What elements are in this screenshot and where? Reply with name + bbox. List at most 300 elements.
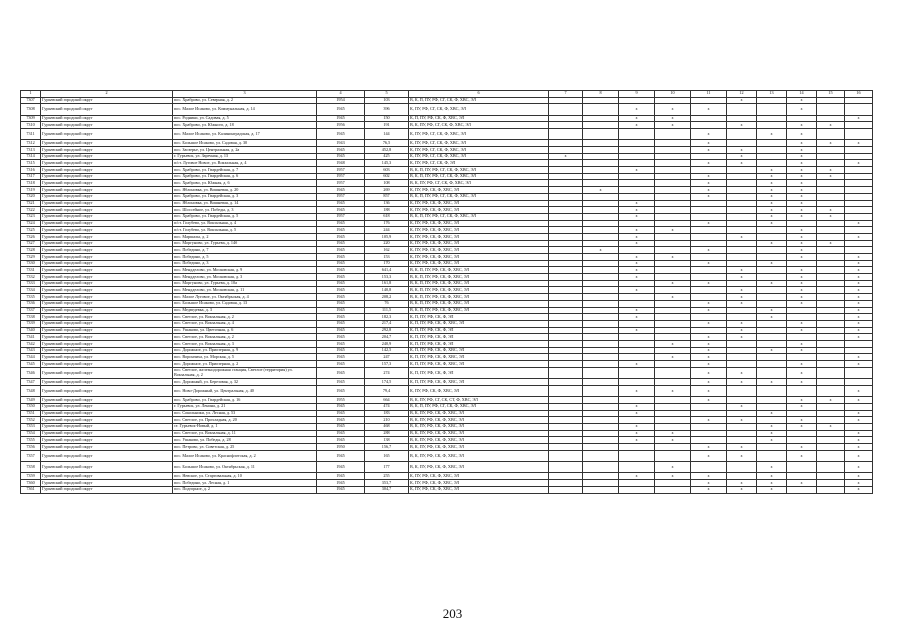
year-cell: 1948: [317, 160, 365, 167]
mark-cell-col-15: [817, 260, 845, 267]
mark-cell-col-11: [691, 462, 727, 473]
mark-cell-col-16: x: [845, 260, 873, 267]
mark-cell-col-14: [787, 430, 817, 437]
row-number-cell: 7333: [21, 280, 41, 287]
address-cell: пос. Храброво, ул. Южная, д. 6: [173, 180, 317, 187]
mark-cell-col-12: [727, 314, 757, 321]
mark-cell-col-8: [583, 153, 619, 160]
mark-cell-col-15: [817, 367, 845, 378]
table-row: [21, 233, 873, 240]
mark-cell-col-11: [691, 403, 727, 410]
mark-cell-col-12: x: [727, 274, 757, 281]
district-cell: Гурьевский городской округ: [41, 167, 173, 174]
mark-cell-col-13: [757, 274, 787, 281]
mark-cell-col-8: [583, 227, 619, 234]
mark-cell-col-9: x: [619, 473, 655, 480]
year-cell: 1945: [317, 247, 365, 254]
row-number-cell: 7323: [21, 213, 41, 220]
mark-cell-col-12: x: [727, 379, 757, 386]
district-cell: Гурьевский городской округ: [41, 274, 173, 281]
area-cell: 255: [365, 473, 409, 480]
mark-cell-col-7: [549, 379, 583, 386]
mark-cell-col-13: [757, 247, 787, 254]
district-cell: Гурьевский городской округ: [41, 307, 173, 314]
mark-cell-col-10: x: [655, 385, 691, 396]
mark-cell-col-8: [583, 354, 619, 361]
mark-cell-col-9: [619, 220, 655, 227]
mark-cell-col-10: [655, 180, 691, 187]
mark-cell-col-9: [619, 480, 655, 487]
area-cell: 602: [365, 173, 409, 180]
year-cell: 1945: [317, 240, 365, 247]
table-row: [21, 294, 873, 301]
year-cell: 1945: [317, 260, 365, 267]
year-cell: 1945: [317, 115, 365, 122]
mark-cell-col-7: [549, 240, 583, 247]
mark-cell-col-8: [583, 233, 619, 240]
area-cell: 162: [365, 247, 409, 254]
mark-cell-col-10: x: [655, 115, 691, 122]
mark-cell-col-7: [549, 207, 583, 214]
mark-cell-col-15: [817, 314, 845, 321]
mark-cell-col-14: x: [787, 361, 817, 368]
area-cell: 425: [365, 153, 409, 160]
table-row: [21, 213, 873, 220]
mark-cell-col-14: [787, 462, 817, 473]
address-cell: пос. Светлое, ул. Вокзальная, д. 2: [173, 314, 317, 321]
mark-cell-col-7: [549, 193, 583, 200]
mark-cell-col-12: [727, 220, 757, 227]
mark-cell-col-11: [691, 423, 727, 430]
mark-cell-col-9: x: [619, 227, 655, 234]
mark-cell-col-13: x: [757, 193, 787, 200]
district-cell: Гурьевский городской округ: [41, 104, 173, 115]
mark-cell-col-9: x: [619, 104, 655, 115]
mark-cell-col-15: [817, 147, 845, 154]
mark-cell-col-11: [691, 240, 727, 247]
row-number-cell: 7309: [21, 115, 41, 122]
mark-cell-col-15: [817, 193, 845, 200]
table-row: [21, 379, 873, 386]
mark-cell-col-14: x: [787, 480, 817, 487]
mark-cell-col-8: [583, 314, 619, 321]
mark-cell-col-16: [845, 200, 873, 207]
column-header-3: 3: [173, 91, 317, 98]
year-cell: 1957: [317, 193, 365, 200]
row-number-cell: 7344: [21, 354, 41, 361]
mark-cell-col-16: x: [845, 361, 873, 368]
year-cell: 1945: [317, 200, 365, 207]
year-cell: 1945: [317, 300, 365, 307]
address-cell: пос. Маршалы, д. 2: [173, 233, 317, 240]
year-cell: 1945: [317, 314, 365, 321]
table-row: [21, 207, 873, 214]
mark-cell-col-11: [691, 153, 727, 160]
area-cell: 474: [365, 403, 409, 410]
district-cell: Гурьевский городской округ: [41, 193, 173, 200]
mark-cell-col-11: [691, 287, 727, 294]
mark-cell-col-10: x: [655, 340, 691, 347]
mark-cell-col-16: x: [845, 473, 873, 480]
mark-cell-col-15: [817, 294, 845, 301]
address-cell: пос. Светлое, ул. Вокзальная, д. 4: [173, 320, 317, 327]
year-cell: 1945: [317, 128, 365, 139]
mark-cell-col-9: x: [619, 233, 655, 240]
mark-cell-col-11: x: [691, 173, 727, 180]
mark-cell-col-8: [583, 361, 619, 368]
district-cell: Гурьевский городской округ: [41, 417, 173, 424]
mark-cell-col-16: [845, 153, 873, 160]
row-number-cell: 7314: [21, 153, 41, 160]
mark-cell-col-12: x: [727, 287, 757, 294]
district-cell: Гурьевский городской округ: [41, 347, 173, 354]
mark-cell-col-16: [845, 247, 873, 254]
mark-cell-col-15: [817, 340, 845, 347]
mark-cell-col-8: [583, 213, 619, 220]
mark-cell-col-11: x: [691, 480, 727, 487]
mark-cell-col-7: [549, 480, 583, 487]
mark-cell-col-15: x: [817, 213, 845, 220]
table-row: [21, 444, 873, 451]
mark-cell-col-11: x: [691, 320, 727, 327]
table-row: [21, 254, 873, 261]
row-number-cell: 7331: [21, 267, 41, 274]
district-cell: Гурьевский городской округ: [41, 320, 173, 327]
mark-cell-col-15: x: [817, 423, 845, 430]
mark-cell-col-10: [655, 334, 691, 341]
mark-cell-col-13: [757, 354, 787, 361]
mark-cell-col-11: x: [691, 280, 727, 287]
address-cell: пос. Храброво, ул. Гвардейская, д. 3: [173, 193, 317, 200]
row-number-cell: 7315: [21, 160, 41, 167]
mark-cell-col-9: [619, 153, 655, 160]
mark-cell-col-15: [817, 300, 845, 307]
area-cell: 396: [365, 104, 409, 115]
mark-cell-col-9: [619, 354, 655, 361]
mark-cell-col-11: x: [691, 180, 727, 187]
register-table: [20, 90, 873, 494]
mark-cell-col-9: x: [619, 207, 655, 214]
mark-cell-col-11: x: [691, 334, 727, 341]
elements-cell: К, ПУ, РФ, СК, Ф, ХВС, ЭЛ: [409, 254, 549, 261]
area-cell: 177: [365, 462, 409, 473]
mark-cell-col-15: [817, 462, 845, 473]
district-cell: Гурьевский городской округ: [41, 294, 173, 301]
row-number-cell: 7342: [21, 340, 41, 347]
mark-cell-col-13: [757, 140, 787, 147]
mark-cell-col-8: [583, 274, 619, 281]
address-cell: пос. Малое Исаково, ул. Коммунальная, д. 14: [173, 104, 317, 115]
mark-cell-col-15: [817, 450, 845, 461]
mark-cell-col-12: [727, 340, 757, 347]
mark-cell-col-7: [549, 444, 583, 451]
mark-cell-col-16: [845, 97, 873, 104]
address-cell: пос. Мендделово, ул. Московская, д. 11: [173, 287, 317, 294]
area-cell: 138: [365, 437, 409, 444]
mark-cell-col-8: [583, 473, 619, 480]
area-cell: 288: [365, 430, 409, 437]
row-number-cell: 7348: [21, 385, 41, 396]
area-cell: 76: [365, 300, 409, 307]
mark-cell-col-13: [757, 385, 787, 396]
mark-cell-col-7: [549, 187, 583, 194]
district-cell: Гурьевский городской округ: [41, 280, 173, 287]
mark-cell-col-14: x: [787, 122, 817, 129]
row-number-cell: 7358: [21, 462, 41, 473]
mark-cell-col-11: x: [691, 361, 727, 368]
mark-cell-col-16: x: [845, 160, 873, 167]
district-cell: Гурьевский городской округ: [41, 354, 173, 361]
year-cell: 1945: [317, 403, 365, 410]
mark-cell-col-9: x: [619, 240, 655, 247]
address-cell: пос. Ушаково, ул. Победы, д. 28: [173, 437, 317, 444]
address-cell: п/ст. Голубево, ул. Вокзальная, д. 5: [173, 227, 317, 234]
mark-cell-col-10: [655, 220, 691, 227]
mark-cell-col-10: [655, 423, 691, 430]
elements-cell: В, К, ПУ, РФ, СК, Ф, ХВС, ЭЛ: [409, 423, 549, 430]
mark-cell-col-13: [757, 287, 787, 294]
mark-cell-col-12: x: [727, 147, 757, 154]
mark-cell-col-15: [817, 200, 845, 207]
elements-cell: В, К, ПУ, РФ, СК, Ф, ХВС, ЭЛ: [409, 444, 549, 451]
mark-cell-col-12: [727, 167, 757, 174]
table-row: [21, 327, 873, 334]
mark-cell-col-10: [655, 233, 691, 240]
elements-cell: В, К, П, ПУ, РФ, СГ, СК, Ф, ХВС, ЭЛ: [409, 97, 549, 104]
mark-cell-col-12: [727, 240, 757, 247]
mark-cell-col-12: [727, 173, 757, 180]
mark-cell-col-13: [757, 320, 787, 327]
mark-cell-col-15: [817, 274, 845, 281]
mark-cell-col-11: [691, 233, 727, 240]
mark-cell-col-15: x: [817, 207, 845, 214]
mark-cell-col-11: [691, 167, 727, 174]
table-row: [21, 403, 873, 410]
mark-cell-col-14: x: [787, 173, 817, 180]
mark-cell-col-13: [757, 340, 787, 347]
mark-cell-col-10: [655, 173, 691, 180]
column-header-8: 8: [583, 91, 619, 98]
mark-cell-col-16: x: [845, 385, 873, 396]
mark-cell-col-12: [727, 193, 757, 200]
mark-cell-col-11: x: [691, 187, 727, 194]
elements-cell: В, К, П, ПУ, РФ, СК, Ф, ХВС, ЭЛ: [409, 307, 549, 314]
mark-cell-col-15: [817, 437, 845, 444]
mark-cell-col-10: [655, 307, 691, 314]
district-cell: Гурьевский городской округ: [41, 450, 173, 461]
year-cell: 1945: [317, 334, 365, 341]
area-cell: 204,7: [365, 334, 409, 341]
year-cell: 1945: [317, 423, 365, 430]
mark-cell-col-12: x: [727, 300, 757, 307]
mark-cell-col-16: [845, 180, 873, 187]
mark-cell-col-16: x: [845, 480, 873, 487]
mark-cell-col-16: x: [845, 334, 873, 341]
table-row: [21, 410, 873, 417]
table-row: [21, 486, 873, 493]
area-cell: 247: [365, 354, 409, 361]
table-row: [21, 128, 873, 139]
mark-cell-col-11: x: [691, 473, 727, 480]
area-cell: 452,8: [365, 147, 409, 154]
mark-cell-col-9: [619, 417, 655, 424]
mark-cell-col-14: x: [787, 300, 817, 307]
mark-cell-col-13: [757, 122, 787, 129]
mark-cell-col-16: x: [845, 307, 873, 314]
row-number-cell: 7332: [21, 274, 41, 281]
mark-cell-col-10: x: [655, 104, 691, 115]
mark-cell-col-7: [549, 486, 583, 493]
mark-cell-col-10: [655, 153, 691, 160]
mark-cell-col-13: [757, 403, 787, 410]
district-cell: Гурьевский городской округ: [41, 115, 173, 122]
mark-cell-col-15: [817, 473, 845, 480]
mark-cell-col-15: [817, 334, 845, 341]
mark-cell-col-14: [787, 385, 817, 396]
row-number-cell: 7349: [21, 397, 41, 404]
year-cell: 1945: [317, 280, 365, 287]
elements-cell: В, К, П, ПУ, РФ, СК, Ф, ХВС, ЭЛ: [409, 287, 549, 294]
mark-cell-col-7: [549, 397, 583, 404]
elements-cell: К, ПУ, РФ, СК, Ф, ХВС, ЭЛ: [409, 200, 549, 207]
mark-cell-col-15: [817, 320, 845, 327]
elements-cell: В, К, ПУ, РФ, СГ, СК, Ф, ХВС, ЭЛ: [409, 122, 549, 129]
mark-cell-col-9: x: [619, 267, 655, 274]
mark-cell-col-14: [787, 410, 817, 417]
mark-cell-col-8: [583, 122, 619, 129]
address-cell: пос. Родники, ул. Садовая, д. 5: [173, 115, 317, 122]
mark-cell-col-9: x: [619, 254, 655, 261]
column-header-10: 10: [655, 91, 691, 98]
address-cell: пос. Победино, д. 3: [173, 260, 317, 267]
elements-cell: В, К, ПУ, РФ, СК, Ф, ХВС, ЭЛ: [409, 450, 549, 461]
area-cell: 150: [365, 115, 409, 122]
mark-cell-col-15: [817, 180, 845, 187]
mark-cell-col-10: x: [655, 122, 691, 129]
mark-cell-col-13: [757, 397, 787, 404]
mark-cell-col-8: [583, 207, 619, 214]
mark-cell-col-15: x: [817, 173, 845, 180]
address-cell: пос. Дорожное, ул. Приозерная, д. 2: [173, 361, 317, 368]
mark-cell-col-7: [549, 233, 583, 240]
mark-cell-col-9: x: [619, 385, 655, 396]
mark-cell-col-14: x: [787, 153, 817, 160]
mark-cell-col-14: x: [787, 417, 817, 424]
mark-cell-col-12: x: [727, 480, 757, 487]
mark-cell-col-12: [727, 462, 757, 473]
mark-cell-col-9: x: [619, 274, 655, 281]
mark-cell-col-8: [583, 300, 619, 307]
mark-cell-col-14: x: [787, 397, 817, 404]
table-row: [21, 437, 873, 444]
mark-cell-col-7: [549, 327, 583, 334]
mark-cell-col-11: [691, 410, 727, 417]
address-cell: пос. Большое Исаково, ул. Октябрьская, д. 11: [173, 462, 317, 473]
area-cell: 136: [365, 200, 409, 207]
row-number-cell: 7351: [21, 410, 41, 417]
area-cell: 153,3: [365, 274, 409, 281]
mark-cell-col-16: [845, 423, 873, 430]
district-cell: Гурьевский городской округ: [41, 140, 173, 147]
mark-cell-col-7: [549, 200, 583, 207]
mark-cell-col-15: [817, 187, 845, 194]
mark-cell-col-9: x: [619, 430, 655, 437]
mark-cell-col-7: [549, 260, 583, 267]
mark-cell-col-14: x: [787, 193, 817, 200]
area-cell: 188: [365, 207, 409, 214]
district-cell: Гурьевский городской округ: [41, 486, 173, 493]
elements-cell: К, ПУ, РФ, СГ, СК, Ф, ХВС, ЭЛ: [409, 153, 549, 160]
area-cell: 220: [365, 240, 409, 247]
district-cell: Гурьевский городской округ: [41, 173, 173, 180]
mark-cell-col-13: [757, 227, 787, 234]
elements-cell: К, ПУ, РФ, СК, Ф, ХВС, ЭЛ: [409, 220, 549, 227]
mark-cell-col-13: x: [757, 347, 787, 354]
mark-cell-col-8: [583, 280, 619, 287]
mark-cell-col-11: [691, 227, 727, 234]
mark-cell-col-10: x: [655, 354, 691, 361]
mark-cell-col-15: [817, 267, 845, 274]
row-number-cell: 7329: [21, 254, 41, 261]
address-cell: пос. Ново-Дорожный, ул. Центральная, д. 40: [173, 385, 317, 396]
mark-cell-col-12: [727, 200, 757, 207]
table-body: [21, 91, 873, 494]
table-row: [21, 287, 873, 294]
mark-cell-col-14: x: [787, 147, 817, 154]
mark-cell-col-13: [757, 327, 787, 334]
mark-cell-col-10: [655, 140, 691, 147]
mark-cell-col-12: [727, 361, 757, 368]
area-cell: 176: [365, 220, 409, 227]
elements-cell: К, ПУ, РФ, СК, Ф, ХВС, ЭЛ: [409, 473, 549, 480]
mark-cell-col-14: x: [787, 347, 817, 354]
mark-cell-col-13: [757, 450, 787, 461]
mark-cell-col-15: x: [817, 240, 845, 247]
table-row: [21, 314, 873, 321]
mark-cell-col-9: [619, 444, 655, 451]
mark-cell-col-9: [619, 128, 655, 139]
area-cell: 210: [365, 417, 409, 424]
mark-cell-col-16: x: [845, 287, 873, 294]
district-cell: Гурьевский городской округ: [41, 473, 173, 480]
row-number-cell: 7317: [21, 173, 41, 180]
mark-cell-col-7: [549, 115, 583, 122]
mark-cell-col-7: [549, 274, 583, 281]
mark-cell-col-10: [655, 486, 691, 493]
mark-cell-col-7: [549, 410, 583, 417]
table-row: [21, 367, 873, 378]
mark-cell-col-14: x: [787, 167, 817, 174]
area-cell: 183: [365, 410, 409, 417]
mark-cell-col-9: [619, 173, 655, 180]
mark-cell-col-16: x: [845, 294, 873, 301]
page-number: 203: [442, 606, 463, 621]
elements-cell: К, П, ПУ, РФ, СК, Ф, ЭЛ: [409, 314, 549, 321]
address-cell: пос. Победино, ул. Лесная, д. 1: [173, 480, 317, 487]
mark-cell-col-7: [549, 423, 583, 430]
table-row: [21, 173, 873, 180]
year-cell: 1945: [317, 367, 365, 378]
mark-cell-col-12: x: [727, 403, 757, 410]
mark-cell-col-9: [619, 379, 655, 386]
mark-cell-col-15: x: [817, 167, 845, 174]
mark-cell-col-10: [655, 247, 691, 254]
year-cell: 1945: [317, 187, 365, 194]
area-cell: 618: [365, 213, 409, 220]
mark-cell-col-15: [817, 104, 845, 115]
year-cell: 1945: [317, 327, 365, 334]
mark-cell-col-10: x: [655, 430, 691, 437]
